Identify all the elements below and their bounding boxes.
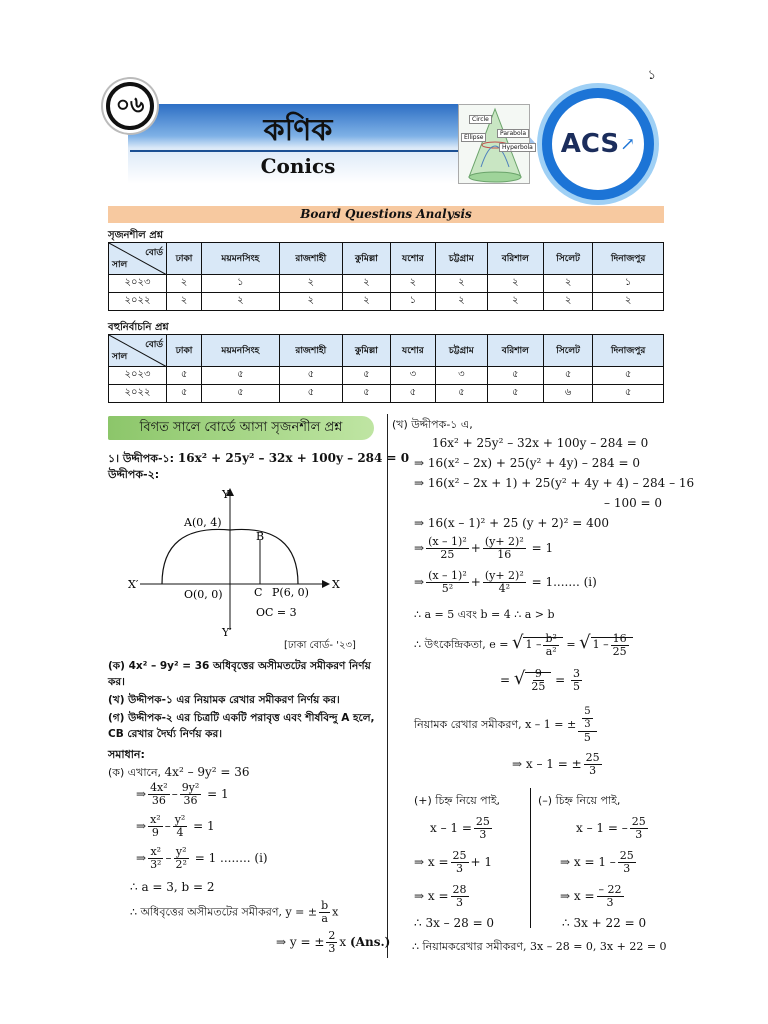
cone-label-circle: Circle bbox=[469, 115, 492, 124]
frac-den: 2² bbox=[175, 858, 187, 871]
frac-num: 16 bbox=[612, 631, 627, 645]
q-ga-text: উদ্দীপক-২ এর চিত্রটি একটি পরাবৃত্ত এবং শীর্ষবিন্দু A হলে, CB রেখার দৈর্ঘ্য নির্ণয় কর। bbox=[108, 712, 375, 740]
column-divider bbox=[387, 414, 388, 958]
board-header: বরিশাল bbox=[487, 335, 543, 367]
stem2-label: উদ্দীপক-২: bbox=[108, 468, 160, 481]
table-label-mcq: বহুনির্বাচনি প্রশ্ন bbox=[108, 322, 169, 333]
y-axis-label: Y bbox=[222, 488, 230, 501]
creative-questions-table bbox=[108, 242, 664, 311]
value-cell: ১ bbox=[390, 293, 435, 311]
answer-tag: (Ans.) bbox=[350, 935, 391, 949]
frac-den: 4² bbox=[498, 582, 510, 595]
board-header: বরিশাল bbox=[487, 243, 543, 275]
step-5-pre: ∴ অধিবৃত্তের অসীমতটের সমীকরণ, y = ± bbox=[130, 905, 318, 919]
board-header: চট্টগ্রাম bbox=[436, 243, 488, 275]
value-cell: ৫ bbox=[543, 367, 592, 385]
frac-num: 9 bbox=[534, 667, 542, 680]
step-5 bbox=[130, 900, 338, 925]
board-header: সিলেট bbox=[543, 243, 592, 275]
year-cell: ২০২২ bbox=[109, 385, 167, 403]
value-cell: ২ bbox=[343, 275, 391, 293]
table-label-creative: সৃজনশীল প্রশ্ন bbox=[108, 230, 163, 241]
frac-num: 28 bbox=[452, 883, 467, 896]
r-step-5-rhs: = 1 bbox=[531, 541, 554, 555]
cone-label-parabola: Parabola bbox=[497, 129, 529, 138]
value-cell: ২ bbox=[487, 293, 543, 311]
plus-step-2-pre: ⇒ x = bbox=[414, 855, 449, 869]
minus-step-1 bbox=[576, 816, 650, 841]
parabola-graph bbox=[120, 482, 360, 642]
value-cell: ২ bbox=[390, 275, 435, 293]
plus-step-2-post: + 1 bbox=[470, 855, 493, 869]
frac-den: 3 bbox=[606, 896, 614, 909]
year-cell: ২০২৩ bbox=[109, 275, 167, 293]
frac-den: 5² bbox=[441, 582, 454, 595]
board-header: ময়মনসিংহ bbox=[202, 335, 279, 367]
frac-den: 3 bbox=[635, 828, 643, 841]
value-cell: ২ bbox=[543, 275, 592, 293]
value-cell: ২ bbox=[487, 275, 543, 293]
frac-den: a² bbox=[545, 644, 557, 658]
board-header: চট্টগ্রাম bbox=[436, 335, 488, 367]
r-step-7: ∴ a = 5 এবং b = 4 ∴ a > b bbox=[414, 608, 555, 621]
sol-ka-line bbox=[108, 764, 250, 783]
q-kha-text: উদ্দীপক-১ এর নিয়ামক রেখার সমীকরণ নির্ণয় কর। bbox=[128, 694, 340, 706]
minus-step-4: ∴ 3x + 22 = 0 bbox=[562, 916, 647, 930]
frac-num: 25 bbox=[585, 751, 600, 764]
r-step-5: ⇒ $\frac{\text{(x – 1)²}}{25}$ + $\frac{\text{(y+ 2)²}}{16}$ = 1 bbox=[414, 535, 554, 561]
frac-den: 3 bbox=[328, 942, 336, 955]
r-step-11-pre: ⇒ x – 1 = ± bbox=[512, 757, 582, 771]
frac-num: (x – 1)² bbox=[428, 569, 467, 582]
frac-num: 3 bbox=[573, 667, 581, 680]
r-step-6-rhs: = 1....... (i) bbox=[531, 575, 597, 589]
value-cell: ২ bbox=[279, 293, 343, 311]
year-cell: ২০২৩ bbox=[109, 367, 167, 385]
step-2-rhs: = 1 bbox=[193, 819, 215, 833]
chapter-title-en: Conics bbox=[260, 154, 336, 178]
board-header: দিনাজপুর bbox=[593, 243, 664, 275]
frac-den: 3² bbox=[150, 858, 162, 871]
x-neg-label: X′ bbox=[128, 578, 139, 591]
frac-den: 9 bbox=[151, 826, 159, 839]
frac-den: 5 bbox=[573, 680, 581, 693]
table-row bbox=[109, 367, 664, 385]
r-step-10-pre: নিয়ামক রেখার সমীকরণ, x – 1 = ± bbox=[414, 718, 577, 731]
question-ka bbox=[108, 658, 380, 690]
frac-den: 16 bbox=[497, 548, 512, 561]
point-b-label: B bbox=[256, 530, 265, 543]
plus-case-head: (+) চিহ্ন নিয়ে পাই, bbox=[414, 794, 501, 807]
analysis-title: Board Questions Analysis bbox=[108, 206, 664, 223]
board-header: ঢাকা bbox=[167, 335, 202, 367]
step-6 bbox=[276, 930, 390, 955]
r-step-8-pre: ∴ উৎকেন্দ্রিকতা, e = bbox=[414, 638, 509, 651]
cone-label-hyperbola: Hyperbola bbox=[499, 143, 536, 152]
q-ka-text: 4x² – 9y² = 36 অধিবৃত্তের অসীমতটের সমীকরণ নির্ণয় কর। bbox=[108, 660, 371, 688]
value-cell: ৫ bbox=[202, 385, 279, 403]
step-5-post: x bbox=[332, 905, 339, 919]
frac-num: 4x² bbox=[150, 781, 168, 794]
final-equation: ∴ নিয়ামকরেখার সমীকরণ, 3x – 28 = 0, 3x + 22 = 0 bbox=[412, 940, 667, 953]
r-step-3b: – 100 = 0 bbox=[604, 496, 663, 510]
corner-board: বোর্ড bbox=[145, 248, 163, 258]
plus-step-2 bbox=[414, 850, 492, 875]
point-p-label: P(6, 0) bbox=[272, 586, 309, 599]
value-cell: ৩ bbox=[390, 367, 435, 385]
value-cell: ৫ bbox=[593, 367, 664, 385]
frac-num: – 22 bbox=[598, 883, 622, 896]
frac-num: x² bbox=[150, 813, 161, 826]
value-cell: ২ bbox=[543, 293, 592, 311]
value-cell: ১ bbox=[202, 275, 279, 293]
frac-num: (x – 1)² bbox=[428, 535, 467, 548]
frac-num: x² bbox=[150, 845, 162, 858]
value-cell: ২ bbox=[167, 293, 202, 311]
value-cell: ৬ bbox=[543, 385, 592, 403]
value-cell: ২ bbox=[593, 293, 664, 311]
value-cell: ৫ bbox=[167, 385, 202, 403]
case-divider bbox=[530, 788, 531, 928]
value-cell: ৫ bbox=[593, 385, 664, 403]
plus-step-4: ∴ 3x – 28 = 0 bbox=[414, 916, 495, 930]
chapter-title-bn: কণিক bbox=[263, 113, 333, 148]
value-cell: ১ bbox=[593, 275, 664, 293]
board-header: ময়মনসিংহ bbox=[202, 243, 279, 275]
plus-step-3-pre: ⇒ x = bbox=[414, 889, 449, 903]
value-cell: ৫ bbox=[202, 367, 279, 385]
table-corner bbox=[109, 335, 167, 367]
value-cell: ৩ bbox=[436, 367, 488, 385]
y-neg-label: Y′ bbox=[222, 626, 232, 639]
frac-den: 25 bbox=[531, 680, 546, 693]
minus-step-3-pre: ⇒ x = bbox=[560, 889, 595, 903]
point-o-label: O(0, 0) bbox=[184, 588, 223, 601]
frac-den: 3 bbox=[456, 862, 464, 875]
step-1: ⇒ $\frac{\text{4x²}}{36}$ – $\frac{\text{9y²}}{36}$ = 1 bbox=[136, 781, 229, 807]
acs-logo bbox=[542, 88, 654, 200]
frac-den: 36 bbox=[151, 794, 166, 807]
solution-label: সমাধান: bbox=[108, 748, 145, 761]
value-cell: ২ bbox=[436, 275, 488, 293]
stem1-label: উদ্দীপক-১: bbox=[122, 452, 175, 465]
corner-board: বোর্ড bbox=[145, 340, 163, 350]
frac-num: (y+ 2)² bbox=[484, 535, 524, 548]
r-step-11 bbox=[512, 752, 604, 777]
frac-den: 3 bbox=[584, 719, 591, 730]
frac-den: 25 bbox=[612, 644, 627, 658]
table-corner bbox=[109, 243, 167, 275]
frac-num: 25 bbox=[475, 815, 490, 828]
point-c-label: C bbox=[254, 586, 263, 599]
kha-head: (খ) উদ্দীপক-১ এ, bbox=[392, 418, 473, 431]
source-tag: [ঢাকা বোর্ড- '২৩] bbox=[284, 640, 356, 651]
table-row bbox=[109, 293, 664, 311]
plus-step-1 bbox=[430, 816, 494, 841]
r-step-4: ⇒ 16(x – 1)² + 25 (y + 2)² = 400 bbox=[414, 516, 609, 530]
mcq-questions-table bbox=[108, 334, 664, 403]
minus-step-1-pre: x – 1 = – bbox=[576, 821, 628, 835]
r-step-3: ⇒ 16(x² – 2x + 1) + 25(y² + 4y + 4) – 284 – 16 bbox=[414, 476, 695, 490]
q-ka-label: (ক) bbox=[108, 660, 125, 672]
value-cell: ৫ bbox=[487, 367, 543, 385]
frac-num: 25 bbox=[619, 849, 634, 862]
step-3: ⇒ $\frac{\text{x²}}{\text{3²}}$ – $\frac{\text{y²}}{\text{2²}}$ = 1 ........ (i) bbox=[136, 845, 268, 871]
corner-year: সাল bbox=[112, 260, 128, 270]
frac-den: 3 bbox=[479, 828, 487, 841]
minus-step-2 bbox=[560, 850, 638, 875]
value-cell: ৫ bbox=[279, 367, 343, 385]
r-step-8: ∴ উৎকেন্দ্রিকতা, e = √ 1 – $\frac{\text{b²}}{\text{a²}}$ = √ 1 – $\frac{16}{25}$ bbox=[414, 632, 633, 658]
value-cell: ৫ bbox=[390, 385, 435, 403]
minus-case-head: (–) চিহ্ন নিয়ে পাই, bbox=[538, 794, 621, 807]
page-number: ১ bbox=[647, 68, 656, 83]
question-kha bbox=[108, 692, 380, 708]
chapter-number-badge: ০৬ bbox=[106, 82, 154, 130]
q-kha-label: (খ) bbox=[108, 694, 125, 706]
frac-den: 3 bbox=[456, 896, 464, 909]
x-axis-label: X bbox=[332, 578, 340, 591]
minus-step-3 bbox=[560, 884, 626, 909]
frac-num: b bbox=[321, 899, 329, 912]
plus-step-1-pre: x – 1 = bbox=[430, 821, 472, 835]
step-6-post: x bbox=[339, 935, 347, 949]
frac-den: 3 bbox=[623, 862, 631, 875]
sol-ka-eq: 4x² – 9y² = 36 bbox=[164, 765, 250, 779]
frac-den: 36 bbox=[183, 794, 198, 807]
stem1-equation: 16x² + 25y² – 32x + 100y – 284 = 0 bbox=[177, 451, 410, 465]
value-cell: ৫ bbox=[279, 385, 343, 403]
board-header: যশোর bbox=[390, 335, 435, 367]
table-row bbox=[109, 385, 664, 403]
banner-divider bbox=[130, 150, 460, 152]
step-2: ⇒ $\frac{\text{x²}}{9}$ – $\frac{\text{y²}}{4}$ = 1 bbox=[136, 813, 215, 839]
frac-den: 3 bbox=[589, 764, 597, 777]
frac-num: 25 bbox=[631, 815, 646, 828]
minus-step-2-pre: ⇒ x = 1 – bbox=[560, 855, 616, 869]
board-header: ঢাকা bbox=[167, 243, 202, 275]
corner-year: সাল bbox=[112, 352, 128, 362]
question-ga bbox=[108, 710, 380, 742]
value-cell: ৫ bbox=[343, 367, 391, 385]
value-cell: ২ bbox=[202, 293, 279, 311]
frac-den: 25 bbox=[440, 548, 455, 561]
board-header: রাজশাহী bbox=[279, 335, 343, 367]
board-header: যশোর bbox=[390, 243, 435, 275]
frac-num: (y+ 2)² bbox=[484, 569, 524, 582]
frac-num: 2 bbox=[328, 929, 336, 942]
value-cell: ২ bbox=[167, 275, 202, 293]
value-cell: ২ bbox=[343, 293, 391, 311]
board-header: দিনাজপুর bbox=[593, 335, 664, 367]
board-header: সিলেট bbox=[543, 335, 592, 367]
value-cell: ৫ bbox=[487, 385, 543, 403]
frac-num: 5 bbox=[584, 706, 591, 717]
point-a-label: A(0, 4) bbox=[184, 516, 222, 529]
frac-num: 25 bbox=[452, 849, 467, 862]
frac-num: b² bbox=[545, 631, 557, 645]
step-1-rhs: = 1 bbox=[207, 787, 229, 801]
frac-den: 5 bbox=[583, 731, 591, 744]
frac-num: y² bbox=[174, 813, 186, 826]
value-cell: ২ bbox=[279, 275, 343, 293]
board-header: রাজশাহী bbox=[279, 243, 343, 275]
table-row bbox=[109, 275, 664, 293]
oc-note: OC = 3 bbox=[256, 606, 297, 619]
section-heading: বিগত সালে বোর্ডে আসা সৃজনশীল প্রশ্ন bbox=[108, 416, 374, 440]
board-header: কুমিল্লা bbox=[343, 243, 391, 275]
step-3-rhs: = 1 ........ (i) bbox=[194, 851, 268, 865]
frac-num: 9y² bbox=[181, 781, 200, 794]
logo-text: ACS bbox=[560, 129, 620, 159]
question-number: ১। bbox=[108, 452, 120, 465]
r-step-9: = √ $\frac{9}{25}$ = $\frac{3}{5}$ bbox=[500, 667, 581, 693]
sol-ka-prefix: (ক) এখানে, bbox=[108, 766, 162, 779]
cone-illustration bbox=[458, 104, 533, 184]
frac-num: y² bbox=[175, 845, 187, 858]
cone-label-ellipse: Ellipse bbox=[461, 133, 486, 142]
frac-den: 4 bbox=[176, 826, 184, 839]
r-step-2: ⇒ 16(x² – 2x) + 25(y² + 4y) – 284 = 0 bbox=[414, 456, 640, 470]
q-ga-label: (গ) bbox=[108, 712, 125, 724]
year-cell: ২০২২ bbox=[109, 293, 167, 311]
value-cell: ২ bbox=[436, 293, 488, 311]
value-cell: ৫ bbox=[436, 385, 488, 403]
step-6-pre: ⇒ y = ± bbox=[276, 935, 325, 949]
plus-step-3 bbox=[414, 884, 471, 909]
board-header: কুমিল্লা bbox=[343, 335, 391, 367]
value-cell: ৫ bbox=[343, 385, 391, 403]
r-step-6: ⇒ $\frac{\text{(x – 1)²}}{\text{5²}}$ + $\frac{\text{(y+ 2)²}}{\text{4²}}$ = 1....... (i) bbox=[414, 569, 597, 595]
frac-den: a bbox=[321, 912, 328, 925]
value-cell: ৫ bbox=[167, 367, 202, 385]
r-step-10 bbox=[414, 706, 599, 744]
logo-arrow-icon: ↗ bbox=[620, 133, 636, 155]
r-step-1: 16x² + 25y² – 32x + 100y – 284 = 0 bbox=[432, 436, 649, 450]
step-4: ∴ a = 3, b = 2 bbox=[130, 880, 215, 894]
